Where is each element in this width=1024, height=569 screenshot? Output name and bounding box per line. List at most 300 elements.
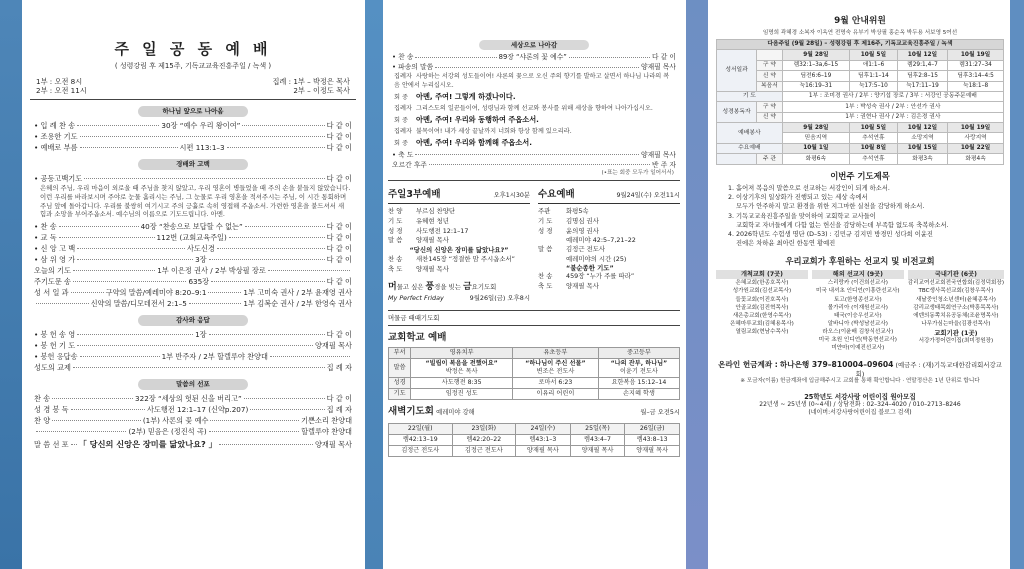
dawn-time: 월–금 오전5시 — [640, 409, 680, 417]
dotted-leader — [250, 409, 324, 410]
mission-item: 열림교회(현남수목사) — [735, 328, 789, 335]
friday-initial-1: 머 — [388, 281, 397, 292]
right-blue-strip — [686, 0, 708, 569]
school-cell — [411, 378, 513, 389]
mission-col-subhead: 교회기관 (1곳) — [934, 328, 978, 337]
friday-host: 머물금 때때기도회 — [388, 313, 440, 322]
order-label: 성도의 교제 — [34, 363, 72, 373]
order-who: 양재필 목사 — [641, 150, 676, 159]
sub-label: 구 약 — [757, 102, 783, 112]
ushers-title: 9월 안내위원 — [834, 16, 886, 26]
friday-text-2: 경을 빚는 — [434, 282, 463, 291]
school-cell — [512, 378, 598, 389]
order-who: 다 같 이 — [326, 131, 352, 141]
school-cell — [411, 358, 513, 377]
order-label: • 찬 송 — [34, 222, 57, 232]
school-table — [388, 347, 680, 400]
wednesday-service — [538, 189, 680, 304]
order-label: 성 경 봉 독 — [34, 405, 69, 415]
order-who: 1부 고미숙 권사 / 2부 윤재영 권사 — [243, 288, 353, 298]
dawn-cell: 22일(월) — [389, 424, 453, 435]
order-label: • 봉 헌 송 영 — [34, 330, 76, 340]
order-label: • 입 례 찬 송 — [34, 120, 76, 130]
sub-label: 구 약 — [757, 60, 783, 70]
school-cell-text: “하나님이 주신 선물” — [525, 359, 586, 367]
service-group-cell: 사랑지역 — [948, 133, 1004, 143]
service-role: 성 경 — [538, 226, 553, 235]
third-service-time: 오후1시30분 — [493, 191, 530, 199]
online-account: 하나은행 379–810004–09604 — [779, 360, 894, 370]
confession-who: 다 같 이 — [326, 173, 352, 183]
dotted-leader — [77, 248, 185, 249]
school-cell — [598, 378, 679, 389]
dawn-cell: 렘43:1–3 — [516, 435, 571, 446]
date-cell: 10월 22일 — [948, 143, 1004, 153]
school-row-label: 말씀 — [389, 358, 411, 377]
liturgy-line — [388, 104, 680, 115]
group-label: 성서일과 — [717, 50, 757, 92]
order-who: 양재필 목사 — [641, 62, 676, 71]
order-item: 89장 “샤론의 꽃 예수” — [498, 52, 567, 61]
school-cell-text: 박정은 목사 — [445, 367, 478, 375]
dotted-leader — [245, 226, 325, 227]
dawn-cell: 김정근 전도사 — [389, 446, 453, 457]
order-row — [30, 287, 356, 298]
dotted-leader — [52, 420, 141, 421]
third-service-title: 주일3부예배 — [388, 188, 441, 200]
order-row — [30, 142, 356, 153]
schedule-row — [717, 91, 1004, 101]
dotted-leader — [73, 281, 186, 282]
sub-label: 신 약 — [757, 112, 783, 122]
sending-liturgy — [388, 72, 680, 150]
dawn-days-row — [389, 424, 680, 435]
friday-date: 9월26일(금) 오후8시 — [469, 294, 530, 303]
liturgy-text: 아멘, 주여! 우리와 동행하여 주옵소서. — [416, 115, 539, 125]
service-role: 기 도 — [388, 216, 403, 225]
dawn-cell: 24일(수) — [516, 424, 571, 435]
sub-label: 신 약 — [757, 71, 783, 81]
service-role: 축 도 — [388, 264, 403, 273]
benediction-list — [388, 150, 680, 170]
order-row — [30, 393, 356, 404]
order-item: 1부 이은정 권사 / 2부 박상필 장로 — [157, 266, 266, 276]
friday-text-1: 물고 싶은 — [396, 282, 426, 291]
prayer-item: 4. 2026학년도 수험생 명단 (D–53) : 김민규 김지민 방경민 성다희 이윤진 — [728, 230, 933, 238]
schedule-row — [717, 50, 1004, 60]
wednesday-time: 9월24일(수) 오전11시 — [616, 191, 680, 199]
school-head-cell: 부서 — [389, 347, 411, 358]
service-item — [538, 282, 680, 292]
order-item: 635장 — [188, 277, 210, 287]
service-value: 윤의영 권사 — [566, 226, 599, 235]
mission-item: 감리교여선교회전국연합회(김정덕회장) — [907, 280, 1004, 287]
service-item — [388, 227, 530, 237]
school-cell — [512, 358, 598, 377]
reading-cell: 눅18:1–8 — [948, 81, 1004, 91]
school-cell-text: 사도행전 8:35 — [441, 379, 482, 387]
friday-initial-2: 풍 — [425, 281, 435, 292]
mission-col-head: 해외 선교지 (9곳) — [812, 270, 904, 280]
service-item — [388, 207, 530, 217]
order-row — [30, 243, 356, 254]
mission-col-domestic — [908, 270, 1004, 353]
mission-col-overseas — [812, 270, 904, 353]
service-value: 양재필 목사 — [566, 282, 599, 291]
third-service-list — [388, 207, 530, 247]
friday-initial-3: 금 — [462, 281, 472, 292]
dotted-leader — [84, 178, 324, 179]
order-row — [30, 276, 356, 287]
group-label: 예배봉사 — [717, 123, 783, 144]
dotted-leader — [429, 164, 650, 165]
blank-cell — [717, 154, 757, 164]
dotted-leader — [227, 147, 325, 148]
school-cell-text: 요한복음 15:12–14 — [611, 379, 667, 387]
liturgy-line — [388, 114, 680, 127]
order-who: 다 같 이 — [326, 255, 352, 265]
service-role: 성 경 — [388, 226, 403, 235]
order-item: 40장 “찬송으로 보답할 수 없는” — [140, 222, 243, 232]
order-list-b — [30, 221, 356, 309]
date-cell: 10월 15일 — [897, 143, 947, 153]
order-who: 기쁜소리 찬양대 — [301, 416, 353, 426]
confession-row — [30, 173, 356, 184]
group-label: 수요예배 — [717, 143, 783, 153]
mission-item: 은혜마루교회(김혜용목사) — [730, 320, 794, 327]
reading-cell: 딤후3:14–4:5 — [948, 71, 1004, 81]
liturgy-speaker: 회 중 — [394, 117, 408, 125]
dotted-leader — [36, 303, 89, 304]
service-value: 새찬145장 “정결한 맘 주시옵소서” — [416, 255, 515, 264]
liturgy-speaker: 회 중 — [394, 94, 408, 102]
dawn-cell: 23일(화) — [452, 424, 516, 435]
recruit-title: 25학년도 서강사랑 어린이집 원아모집 — [804, 392, 916, 401]
dotted-leader — [189, 303, 242, 304]
reading-cell: 렘31:27–34 — [948, 60, 1004, 70]
mission-item: 성가원교회(김선교목사) — [732, 288, 792, 295]
dotted-leader — [217, 248, 325, 249]
divider — [388, 325, 680, 326]
confession-text: 은혜의 주님, 우리 마음이 외로울 때 주님을 찾지 않았고, 우리 영혼이 병들었을 때 주의 손을 붙들지 않았습니다. 이런 우리를 바라보시며 주야로 눈물 흘리시는 주님, 그 눈물로 우리 영혼을 적셔주시는 주님, 이 시간 통회하며 주님 앞에 돌아갑니다. 우리를 불쌍히 여기시고 주의 긍휼로 속히 영접해 주옵소서. 가련한 영혼을 붙드셔서 새 힘과 소망을 부어주옵소서. 예수님의 이름으로 기도드립니다. 아멘. — [40, 183, 351, 219]
mission-item: 스리랑카 (이건희선교사) — [827, 280, 888, 287]
liturgy-text: 불목이여! 내가 세상 끝날까지 너희와 항상 함께 있으리라. — [416, 127, 572, 135]
reading-cell: 눅17:11–19 — [897, 81, 947, 91]
schedule-row — [717, 154, 1004, 164]
lead-1: 집례 : 1부 – 박정은 목사 — [272, 76, 350, 86]
extra-services — [388, 189, 680, 304]
order-row — [30, 426, 356, 437]
dotted-leader — [71, 409, 145, 410]
schedule-row — [717, 39, 1004, 49]
third-sermon-title: “당신의 신앙은 장미를 닮았나요?” — [409, 246, 509, 255]
mission-title: 우리교회가 후원하는 선교지 및 비전교회 — [785, 256, 935, 267]
date-cell: 10월 8일 — [850, 143, 898, 153]
dawn-cell: 김정근 전도사 — [452, 446, 516, 457]
schedule-row — [717, 102, 1004, 112]
order-item: 3장 — [195, 255, 207, 265]
order-row — [30, 415, 356, 426]
sub-label: 주 관 — [757, 154, 783, 164]
service-value: 화평5속 — [566, 206, 589, 215]
prayer-list — [716, 184, 1004, 248]
reading-cell: 렘32:1–3a,6–15 — [782, 60, 849, 70]
liturgy-line — [388, 91, 680, 104]
order-label: 찬 송 — [34, 394, 51, 404]
service-role: 말 씀 — [388, 236, 403, 245]
schedule-row — [717, 71, 1004, 81]
order-row — [30, 131, 356, 142]
order-label: • 조용한 기도 — [34, 131, 78, 141]
service-value: 김명심 권사 — [566, 216, 599, 225]
wednesday-sermon-title: “불순종한 기도” — [566, 263, 614, 272]
dotted-leader — [80, 356, 160, 357]
prayer-value: 1부 : 조미경 권사 / 2부 : 양기섭 장로 / 3부 : 서강인 공동주문예배 — [782, 91, 1003, 101]
mission-item: 은혜교회(한종호목사) — [735, 280, 789, 287]
sermon-who: 양재필 목사 — [314, 439, 352, 449]
section-banner-word: 말씀의 선포 — [138, 379, 248, 390]
prayer-item: 교회학교 자녀들에게 다함 없는 헌신을 감당하는데 부족함 없도록 축복하소서. — [736, 221, 949, 229]
dotted-leader — [268, 270, 350, 271]
service-time-2: 2부 : 오전 11시 — [36, 86, 87, 96]
school-cell-text: 손지혜 학생 — [622, 390, 655, 398]
dotted-leader — [73, 367, 325, 368]
reader-value: 1부 : 박성숙 권사 / 2부 : 안선가 권사 — [782, 102, 1003, 112]
date-cell: 9월 28일 — [782, 123, 849, 133]
service-role: 찬 송 — [388, 255, 403, 264]
reading-cell: 애1:1–6 — [850, 60, 898, 70]
order-row — [30, 404, 356, 415]
host-cell: 화평4속 — [948, 154, 1004, 164]
order-row — [388, 62, 680, 72]
left-blue-strip — [0, 0, 22, 569]
mission-item: 알바니아 (박성남선교사) — [827, 320, 888, 327]
group-label: 성경봉독자 — [717, 102, 757, 123]
order-item: 112번 (교회교육주일) — [156, 233, 227, 243]
school-head-cell: 중고등부 — [598, 347, 679, 358]
dawn-table — [388, 423, 680, 457]
prayer-title: 이번주 기도제목 — [830, 170, 890, 181]
service-time-1: 1부 : 오전 8시 — [36, 76, 83, 86]
service-value: 유혜현 청년 — [416, 216, 449, 225]
order-row — [388, 150, 680, 160]
wednesday-sermon-label: 말 씀 — [538, 245, 553, 254]
order-who: 집 례 자 — [326, 405, 352, 415]
service-value: 양재필 목사 — [416, 264, 449, 273]
order-label: • 신 앙 고 백 — [34, 244, 76, 254]
reading-cell: 딤전6:6–19 — [782, 71, 849, 81]
order-who: 집 례 자 — [326, 363, 352, 373]
worship-info-panel — [388, 0, 680, 569]
mission-item: TBC생사목선교회(김창우목사) — [918, 288, 994, 295]
dawn-cell: 렘42:13–19 — [389, 435, 453, 446]
dotted-leader — [415, 154, 639, 155]
school-head-row — [389, 347, 680, 358]
dotted-leader — [52, 398, 133, 399]
recruit-line-1: 22년생 ~ 25년생 (0~4세) / 상담전화 : 02–324–4020 / 010–2713–8246 — [759, 400, 961, 408]
standing-note: (•표는 회중 모두가 일어서서) — [601, 169, 674, 176]
service-item — [538, 272, 680, 282]
dotted-leader — [211, 281, 324, 282]
online-holder: (예금주 : (재)기독교대한감리회서강교회) — [855, 361, 1002, 378]
order-who: 할렐루야 찬양대 — [301, 427, 352, 437]
service-role: 기 도 — [538, 216, 553, 225]
next-sunday-label: 다음주일 (9월 28일) – 성령강림 후 제16주, 기독교교육진흥주일 / 녹색 — [717, 39, 1004, 49]
dotted-leader — [209, 431, 299, 432]
schedule-row — [717, 60, 1004, 70]
mission-item: 볼가리아 (이재원선교사) — [827, 304, 888, 311]
mission-item: 서강가정어린이집(최미정원장) — [918, 337, 994, 344]
order-label: 오늘의 기도 — [34, 266, 72, 276]
liturgy-speaker: 회 중 — [394, 140, 408, 148]
middle-blue-strip — [365, 0, 383, 569]
dawn-cell: 양재필 목사 — [516, 446, 571, 457]
order-who: 다 같 이 — [326, 142, 352, 152]
dotted-leader — [71, 444, 77, 445]
service-role: 축 도 — [538, 282, 553, 291]
schedule-row — [717, 81, 1004, 91]
school-row — [389, 378, 680, 389]
service-group-cell: 추석연휴 — [850, 133, 898, 143]
liturgy-line — [388, 72, 680, 91]
schedule-body — [717, 39, 1004, 164]
dotted-leader — [569, 57, 650, 58]
date-cell: 10월 5일 — [850, 50, 898, 60]
reading-cell: 딤후2:8–15 — [897, 71, 947, 81]
mission-item: 토고(한영종선교사) — [834, 296, 882, 303]
order-list-c — [30, 329, 356, 373]
order-row — [30, 351, 356, 362]
blank-cell — [757, 50, 783, 60]
dotted-leader — [36, 431, 126, 432]
date-cell: 10월 19일 — [948, 123, 1004, 133]
friday-prayer — [388, 281, 530, 304]
mission-item: 라오스(이윤배 김창식선교사) — [822, 328, 894, 335]
service-value: 부르심 찬양단 — [416, 206, 456, 215]
online-offering — [716, 360, 1004, 377]
order-label: 찬 양 — [34, 416, 51, 426]
order-item: 322장 “세상의 헛된 신을 버리고” — [135, 394, 242, 404]
liturgy-speaker: 집례자 — [394, 73, 412, 80]
prayer-item: 모두가 안주하지 말고 환경을 위한 지그마한 실천을 감당하게 하소서. — [736, 203, 925, 211]
ushers-names: 임명희 곽혜경 소복자 이옥연 전명숙 유부기 박상필 홍순옥 박두용 서보영 5여선 — [762, 29, 958, 36]
order-item: 사도신경 — [186, 244, 215, 254]
mission-item: 들꽃교회(이진호목사) — [735, 296, 789, 303]
prayer-item: 2. 이상기후의 일상화가 진행되고 있는 세상 속에서 — [728, 194, 868, 202]
online-note: ※ 모금자(이름) 헌금계좌에 입금해주시고 교회를 통해 확인합니다 · 연말정산은 1년 단위로 합니다 — [740, 377, 980, 384]
date-cell: 10월 5일 — [850, 123, 898, 133]
service-role: 찬 양 — [388, 206, 403, 215]
mission-item: 안골교회(김진혁목사) — [735, 304, 789, 311]
dotted-leader — [210, 420, 299, 421]
dotted-leader — [77, 259, 193, 260]
order-row — [30, 221, 356, 232]
service-times — [30, 77, 356, 96]
dotted-leader — [80, 136, 325, 137]
school-cell-text: 이윤기 전도사 — [620, 367, 658, 375]
order-label: • 예배로 부름 — [34, 142, 78, 152]
dawn-cell: 렘43:4–7 — [570, 435, 625, 446]
mission-item: 미국 내셔초 인디언(이흥란선교사) — [816, 288, 900, 295]
host-cell: 추석연휴 — [850, 154, 898, 164]
liturgy-speaker: 집례자 — [394, 127, 412, 135]
service-group-cell: 믿음지역 — [782, 133, 849, 143]
order-row — [30, 340, 356, 351]
service-item — [538, 217, 680, 227]
school-cell-text: 로마서 6:23 — [538, 379, 573, 387]
order-label: • 축 도 — [392, 150, 414, 159]
school-head-cell: 영유치부 — [411, 347, 513, 358]
date-cell: 9월 28일 — [782, 50, 849, 60]
order-row — [30, 362, 356, 373]
dawn-cell: 렘43:8–13 — [625, 435, 680, 446]
schedule-row — [717, 123, 1004, 133]
dotted-leader — [59, 226, 139, 227]
third-service — [388, 189, 530, 304]
dawn-cell: 양재필 목사 — [570, 446, 625, 457]
service-group-cell: 소망지역 — [897, 133, 947, 143]
section-banner-worship: 경배와 고백 — [138, 159, 248, 170]
sending-list — [388, 52, 680, 72]
dotted-leader — [73, 270, 155, 271]
date-cell: 10월 19일 — [948, 50, 1004, 60]
order-item: 30장 “예수 우리 왕이여” — [161, 120, 241, 130]
host-cell: 화평6속 — [782, 154, 849, 164]
schedule-row — [717, 112, 1004, 122]
dotted-leader — [219, 444, 313, 445]
reading-cell: 눅16:19–31 — [782, 81, 849, 91]
school-cell-text: 변조은 전도사 — [536, 367, 575, 375]
order-who: 다 같 이 — [326, 277, 352, 287]
liturgy-line — [388, 127, 680, 138]
mission-item: 미얀마(이예진선교사) — [831, 345, 885, 352]
service-item — [388, 236, 530, 246]
sermon-label: 말 씀 선 포 — [34, 439, 69, 449]
dotted-leader — [242, 125, 324, 126]
mission-grid — [716, 270, 1004, 353]
service-value: 사도행전 12:1–17 — [416, 226, 469, 235]
friday-text-3: 요기도회 — [471, 282, 497, 291]
order-item: 1부 반주자 / 2부 할렐루야 찬양대 — [161, 352, 268, 362]
order-row — [30, 265, 356, 276]
dotted-leader — [270, 356, 350, 357]
order-label: • 파송의 말씀 — [392, 62, 434, 71]
sermon-title: 「 당신의 신앙은 장미를 닮았나요? 」 — [78, 439, 217, 450]
order-item: 시편 113:1–3 — [179, 142, 225, 152]
mission-item: 태국(이승우선교사) — [834, 312, 882, 319]
recruit-line-2: (네이버:서강사랑어린이집 블로그 검색) — [808, 409, 912, 417]
liturgy-text: 그리스도의 일꾼들이여, 성령님과 함께 선교와 봉사를 위해 세상을 향하여 나아가십시오. — [416, 104, 653, 112]
order-who: 다 같 이 — [326, 244, 352, 254]
school-row-label: 기도 — [389, 389, 411, 400]
date-cell: 10월 12일 — [897, 50, 947, 60]
section-banner-world: 세상으로 나아감 — [479, 40, 589, 50]
school-row — [389, 389, 680, 400]
wednesday-more — [538, 272, 680, 292]
divider — [388, 180, 680, 181]
dotted-leader — [77, 125, 159, 126]
wednesday-sermon — [538, 245, 680, 255]
order-row — [30, 232, 356, 243]
order-row — [30, 329, 356, 340]
mission-item: 에덴의동쪽치유공동체(조윤명목사) — [913, 312, 999, 319]
order-item: (1부) 사론의 꽃 예수 — [142, 416, 209, 426]
reader-value: 1부 : 권현나 권사 / 2부 : 김은경 권사 — [782, 112, 1003, 122]
dotted-leader — [244, 398, 325, 399]
order-label: • 찬 송 — [392, 52, 414, 61]
order-label: • 봉 헌 기 도 — [34, 341, 76, 351]
order-who: 다 같 이 — [326, 120, 352, 130]
